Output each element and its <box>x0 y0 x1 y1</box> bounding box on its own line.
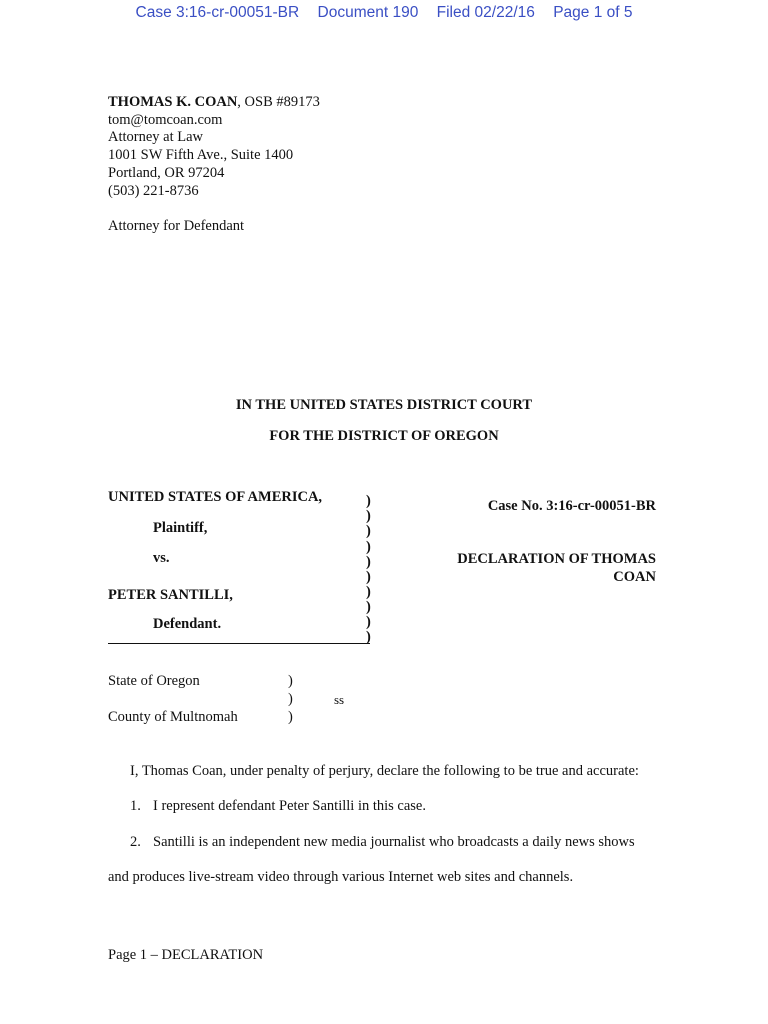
venue-paren: ) <box>288 709 293 725</box>
page-footer: Page 1 – DECLARATION <box>108 947 264 963</box>
document-title-line2: COAN <box>613 569 656 585</box>
attorney-address-line1: 1001 SW Fifth Ave., Suite 1400 <box>108 147 294 163</box>
ecf-header <box>0 4 768 22</box>
plaintiff-role: Plaintiff, <box>153 520 208 536</box>
attorney-phone: (503) 221-8736 <box>108 183 199 199</box>
attorney-email: tom@tomcoan.com <box>108 112 223 128</box>
attorney-address-line2: Portland, OR 97204 <box>108 165 225 181</box>
venue-paren: ) <box>288 691 293 707</box>
header-filed-date: Filed 02/22/16 <box>436 4 535 21</box>
plaintiff-name: UNITED STATES OF AMERICA, <box>108 489 323 505</box>
attorney-name-line <box>108 94 320 111</box>
attorney-role: Attorney for Defendant <box>108 218 245 234</box>
court-name-line2: FOR THE DISTRICT OF OREGON <box>269 428 499 444</box>
venue-county: County of Multnomah <box>108 709 238 725</box>
attorney-osb: , OSB #89173 <box>237 94 320 110</box>
caption-paren: ) <box>366 523 371 539</box>
caption-paren: ) <box>366 493 371 509</box>
case-number: Case No. 3:16-cr-00051-BR <box>487 498 656 514</box>
attorney-title: Attorney at Law <box>108 129 204 145</box>
paragraph-1-number: 1. <box>130 798 141 814</box>
venue-ss: ss <box>334 692 345 707</box>
header-document-number: Document 190 <box>317 4 419 21</box>
caption-paren: ) <box>366 554 371 570</box>
defendant-role: Defendant. <box>153 616 222 632</box>
caption-paren: ) <box>366 614 371 630</box>
header-page-number: Page 1 of 5 <box>553 4 633 21</box>
caption-underline <box>108 643 370 644</box>
paragraph-2-number: 2. <box>130 834 141 850</box>
caption-paren: ) <box>366 539 371 555</box>
versus-label: vs. <box>153 550 170 566</box>
header-case-number: Case 3:16-cr-00051-BR <box>135 4 300 21</box>
venue-paren: ) <box>288 673 293 689</box>
document-title-line1: DECLARATION OF THOMAS <box>457 551 656 567</box>
paragraph-2-continuation: and produces live-stream video through various Internet web sites and channels. <box>108 869 574 885</box>
caption-paren: ) <box>366 508 371 524</box>
defendant-name: PETER SANTILLI, <box>108 587 233 603</box>
caption-paren: ) <box>366 629 371 645</box>
venue-state: State of Oregon <box>108 673 200 689</box>
caption-paren: ) <box>366 599 371 615</box>
court-name-line1: IN THE UNITED STATES DISTRICT COURT <box>235 397 533 413</box>
caption-paren: ) <box>366 584 371 600</box>
caption-paren: ) <box>366 569 371 585</box>
declaration-intro: I, Thomas Coan, under penalty of perjury, declare the following to be true and accurate: <box>130 763 639 779</box>
paragraph-2-text: Santilli is an independent new media journalist who broadcasts a daily news shows <box>153 834 635 850</box>
paragraph-1-text: I represent defendant Peter Santilli in this case. <box>153 798 426 814</box>
attorney-name: THOMAS K. COAN <box>108 94 238 110</box>
